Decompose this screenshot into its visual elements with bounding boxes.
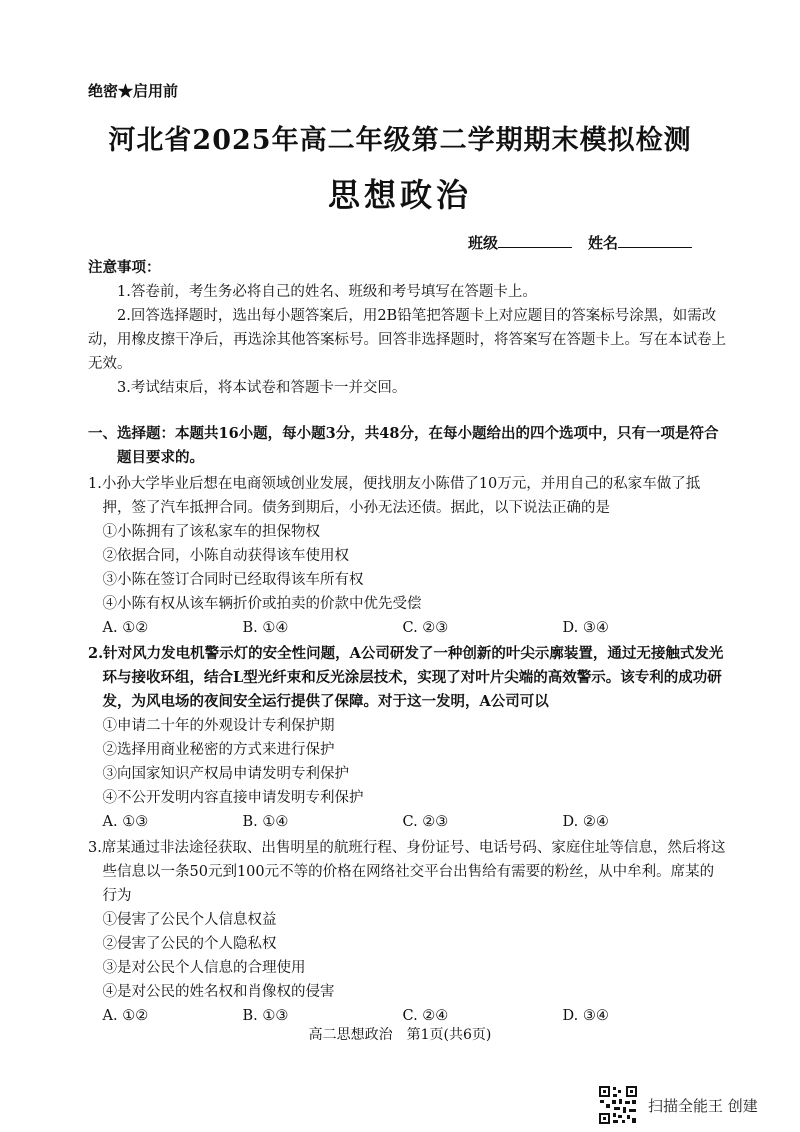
option-c: C. ②③ [402, 814, 449, 830]
statement-item: ①小陈拥有了该私家车的担保物权 [102, 524, 320, 540]
question-1 [88, 472, 728, 640]
student-fields [468, 232, 692, 253]
statement-item: ③小陈在签订合同时已经取得该车所有权 [102, 572, 364, 588]
watermark-text: 扫描全能王 创建 [648, 1096, 758, 1115]
subject-title: 思想政治 [327, 176, 472, 214]
name-blank [618, 233, 692, 248]
option-d: D. ③④ [562, 620, 609, 636]
name-label: 姓名 [588, 234, 619, 252]
option-a: A. ①③ [102, 814, 149, 830]
option-c: C. ②③ [402, 620, 449, 636]
option-a: A. ①② [102, 1008, 149, 1024]
option-a: A. ①② [102, 620, 149, 636]
option-b: B. ①③ [242, 1008, 289, 1024]
option-c: C. ②④ [402, 1008, 449, 1024]
notice-title: 注意事项： [88, 259, 161, 276]
option-b: B. ①④ [242, 620, 289, 636]
exam-title: 河北省2025年高二年级第二学期期末模拟检测 [108, 125, 692, 156]
exam-content [88, 256, 728, 1028]
option-d: D. ②④ [562, 814, 609, 830]
scanner-watermark [598, 1085, 758, 1125]
statement-item: ③向国家知识产权局申请发明专利保护 [102, 766, 349, 782]
class-blank [498, 233, 572, 248]
question-3 [88, 836, 728, 1028]
class-label: 班级 [468, 234, 499, 252]
question-2 [88, 642, 728, 834]
statement-item: ②依据合同，小陈自动获得该车使用权 [102, 548, 349, 564]
secret-label: 绝密★启用前 [88, 82, 179, 100]
statement-item: ④不公开发明内容直接申请发明专利保护 [102, 790, 364, 806]
statement-item: ②选择用商业秘密的方式来进行保护 [102, 742, 335, 758]
answer-options [88, 616, 728, 640]
statement-item: ④小陈有权从该车辆折价或拍卖的价款中优先受偿 [102, 596, 422, 612]
class-field [468, 232, 572, 253]
statement-item: ①申请二十年的外观设计专利保护期 [102, 718, 335, 734]
statement-item: ②侵害了公民的个人隐私权 [102, 936, 277, 952]
statement-item: ③是对公民个人信息的合理使用 [102, 960, 306, 976]
question-stem: 1.小孙大学毕业后想在电商领域创业发展，便找朋友小陈借了10万元，并用自己的私家车做了抵押，签了汽车抵押合同。债务到期后，小孙无法还债。据此，以下说法正确的是 [88, 476, 701, 516]
page-footer: 高二思想政治 第1页(共6页) [308, 1027, 492, 1043]
notice-item: 3.考试结束后，将本试卷和答题卡一并交回。 [117, 380, 407, 396]
statement-item: ④是对公民的姓名权和肖像权的侵害 [102, 984, 335, 1000]
qr-code-icon [598, 1085, 638, 1125]
question-stem: 3.席某通过非法途径获取、出售明星的航班行程、身份证号、电话号码、家庭住址等信息，然后将这些信息以一条50元到100元不等的价格在网络社交平台出售给有需要的粉丝，从中牟利。席某的行为 [88, 840, 726, 904]
name-field [588, 232, 692, 253]
notice-item: 2.回答选择题时，选出每小题答案后，用2B铅笔把答题卡上对应题目的答案标号涂黑，如需改动，用橡皮擦干净后，再选涂其他答案标号。回答非选择题时，将答案写在答题卡上。写在本试卷上无效。 [88, 308, 726, 372]
statement-item: ①侵害了公民个人信息权益 [102, 912, 277, 928]
answer-options [88, 810, 728, 834]
section-heading: 一、选择题：本题共16小题，每小题3分，共48分，在每小题给出的四个选项中，只有一项是符合题目要求的。 [88, 425, 719, 466]
notice-item: 1.答卷前，考生务必将自己的姓名、班级和考号填写在答题卡上。 [117, 284, 537, 300]
question-stem: 2.针对风力发电机警示灯的安全性问题，A公司研发了一种创新的叶尖示廓装置，通过无接触式发光环与接收环组，结合L型光纤束和反光涂层技术，实现了对叶片尖端的高效警示。该专利的成功研发，为风电场的夜间安全运行提供了保障。对于这一发明，A公司可以 [88, 645, 724, 710]
option-b: B. ①④ [242, 814, 289, 830]
option-d: D. ③④ [562, 1008, 609, 1024]
